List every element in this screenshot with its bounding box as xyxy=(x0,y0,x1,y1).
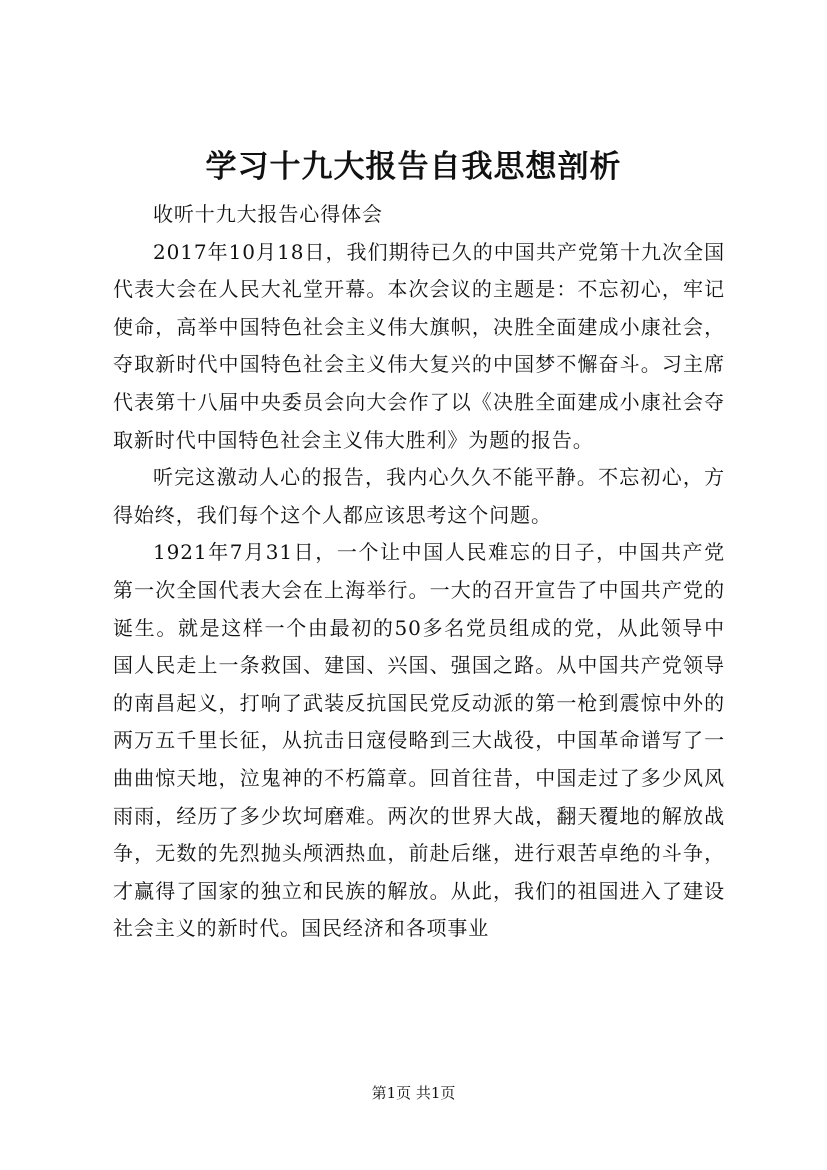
page-footer: 第1页 共1页 xyxy=(371,1084,456,1102)
body-paragraph: 1921年7月31日，一个让中国人民难忘的日子，中国共产党第一次全国代表大会在上海举行。一大的召开宣告了中国共产党的诞生。就是这样一个由最初的50多名党员组成的党，从此领导中国人民走上一条救国、建国、兴国、强国之路。从中国共产党领导的南昌起义，打响了武装反抗国民党反动派的第一枪到震惊中外的两万五千里长征，从抗击日寇侵略到三大战役，中国革命谱写了一曲曲惊天地，泣鬼神的不朽篇章。回首往昔，中国走过了多少风风雨雨，经历了多少坎坷磨难。两次的世界大战，翻天覆地的解放战争，无数的先烈抛头颅洒热血，前赴后继，进行艰苦卓绝的斗争，才赢得了国家的独立和民族的解放。从此，我们的祖国进入了建设社会主义的新时代。国民经济和各项事业 xyxy=(113,540,725,941)
document-title: 学习十九大报告自我思想剖析 xyxy=(205,149,622,185)
subtitle-paragraph: 收听十九大报告心得体会 xyxy=(153,202,383,226)
body-paragraph: 听完这激动人心的报告，我内心久久不能平静。不忘初心，方得始终，我们每个这个人都应该思考这个问题。 xyxy=(113,465,725,527)
body-paragraph: 2017年10月18日，我们期待已久的中国共产党第十九次全国代表大会在人民大礼堂开幕。本次会议的主题是：不忘初心，牢记使命，高举中国特色社会主义伟大旗帜，决胜全面建成小康社会，夺取新时代中国特色社会主义伟大复兴的中国梦不懈奋斗。习主席代表第十八届中央委员会向大会作了以《决胜全面建成小康社会夺取新时代中国特色社会主义伟大胜利》为题的报告。 xyxy=(113,239,725,452)
document-body xyxy=(113,196,725,948)
